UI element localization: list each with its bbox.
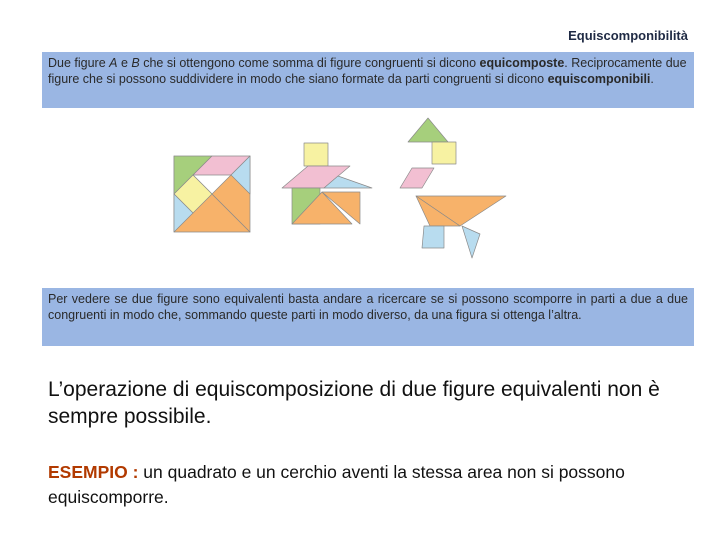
term-equicomposte: equicomposte [479,56,565,70]
definition-text-2: e [117,56,132,70]
definition-text-5: . [650,71,654,86]
bird-blue-foot-left [422,226,444,248]
bird-yellow-square [432,142,456,164]
figure-a-label: A [109,56,118,70]
figure-b-label: B [131,56,140,70]
example-label: ESEMPIO : [48,462,139,482]
explanation-box: Per vedere se due figure sono equivalenti basta andare a ricercare se si possono scomporre in parti a due a due congruenti in modo che, sommando queste parti in modo diverso, da una figura si ottenga l’altra. [42,288,694,346]
definition-box [42,52,694,108]
tangram-bird [400,118,506,258]
tangram-house [282,143,372,224]
definition-text-4: . Reciprocamente due figure che si possono suddividere in modo che siano formate da parti congruenti si dicono [48,56,687,86]
term-equiscomponibili: equiscomponibili [547,71,651,86]
main-statement: L’operazione di equiscomposizione di due figure equivalenti non è sempre possibile. [48,378,660,428]
tangram-illustration [160,108,560,288]
bird-blue-foot-right [462,226,480,258]
definition-text-1: Due figure [48,56,110,70]
example-paragraph [48,460,688,510]
tangram-square [174,156,250,232]
bird-pink-neck [400,168,434,188]
example-text: un quadrato e un cerchio aventi la stessa area non si possono equiscomporre. [48,462,625,507]
bird-green-head-triangle [408,118,448,142]
slide-title: Equiscomponibilità [568,28,688,43]
house-yellow-chimney [304,143,328,166]
definition-text-3: che si ottengono come somma di figure congruenti si dicono [139,56,480,70]
